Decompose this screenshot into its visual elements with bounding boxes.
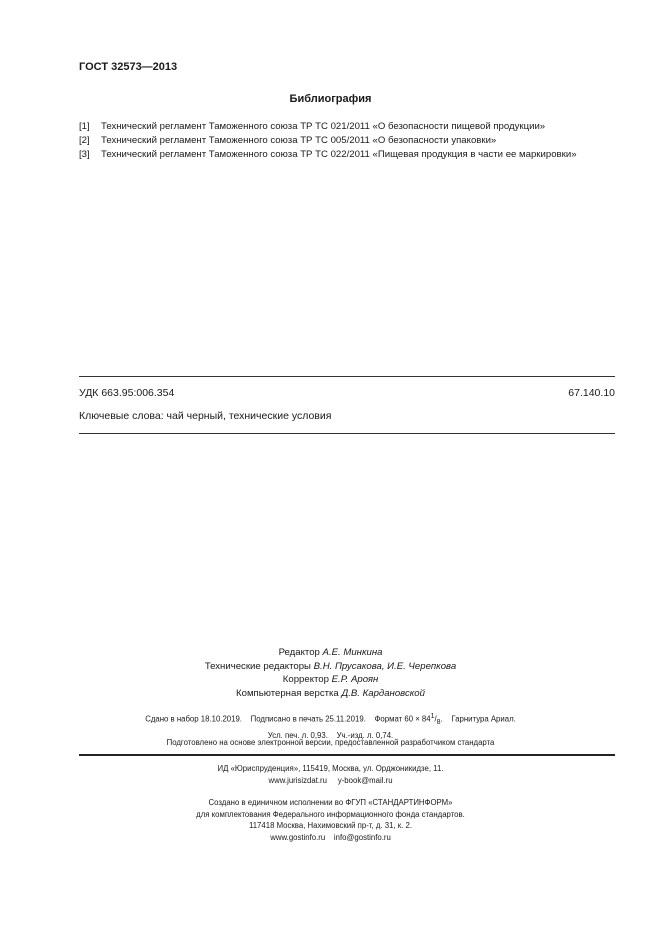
publisher-contacts (0, 775, 661, 787)
credit-tech-editors: Технические редакторы В.Н. Прусакова, И.Е. Черепкова (204, 660, 457, 672)
oks-code: 67.140.10 (568, 387, 615, 399)
bibliography-item (79, 148, 577, 162)
bibliography-item-number: [1] (79, 121, 90, 132)
produced-by-address: 117418 Москва, Нахимовский пр-т, д. 31, к. 2. (248, 821, 413, 830)
produced-by-line2: для комплектования Федерального информационного фонда стандартов. (196, 809, 465, 819)
bibliography-item-text: Технический регламент Таможенного союза ТР ТС 022/2011 «Пищевая продукция в части ее маркировки» (101, 149, 577, 160)
standard-number: ГОСТ 32573—2013 (79, 61, 178, 73)
bibliography-item (79, 134, 577, 148)
publisher-site-link[interactable]: www.jurisizdat.ru (268, 776, 327, 785)
gostinfo-email-link[interactable]: info@gostinfo.ru (333, 832, 391, 842)
prepared-note: Подготовлено на основе электронной версии, предоставленной разработчиком стандарта (166, 738, 495, 747)
bibliography-item-number: [3] (79, 149, 90, 160)
publisher-email-link[interactable]: y-book@mail.ru (337, 776, 393, 785)
credit-editor: Редактор А.Е. Минкина (278, 647, 383, 658)
print-info-line1: Сдано в набор 18.10.2019. Подписано в печать 25.11.2019. Формат $60 \times 84^1/_8$. Гарнитура Ариал. (145, 713, 516, 727)
credit-corrector: Корректор Е.Р. Ароян (282, 674, 379, 685)
credits-block (0, 646, 661, 700)
produced-by-block (0, 797, 661, 843)
bibliography-item-text: Технический регламент Таможенного союза ТР ТС 005/2011 «О безопасности упаковки» (101, 135, 497, 146)
divider-middle (79, 433, 615, 434)
gostinfo-site-link[interactable]: www.gostinfo.ru (270, 832, 326, 842)
bibliography-title: Библиография (289, 93, 372, 105)
bibliography-item-number: [2] (79, 135, 90, 146)
divider-bottom (79, 754, 615, 756)
produced-by-contacts (0, 832, 661, 844)
credit-layout: Компьютерная верстка Д.В. Кардановской (236, 687, 425, 699)
publisher-address: ИД «Юриспруденция», 115419, Москва, ул. Орджоникидзе, 11. (217, 764, 444, 773)
publisher-block (0, 763, 661, 787)
bibliography-item (79, 120, 577, 134)
print-info-line2: Усл. печ. л. 0,93. Уч.-изд. л. 0,74. (267, 731, 394, 741)
keywords: Ключевые слова: чай черный, технические условия (79, 410, 332, 422)
divider-top (79, 376, 615, 377)
udc-code: УДК 663.95:006.354 (79, 387, 175, 399)
bibliography-list (79, 120, 577, 162)
bibliography-item-text: Технический регламент Таможенного союза ТР ТС 021/2011 «О безопасности пищевой продукции» (101, 121, 546, 132)
produced-by-line1: Создано в единичном исполнении во ФГУП «СТАНДАРТИНФОРМ» (208, 798, 453, 807)
